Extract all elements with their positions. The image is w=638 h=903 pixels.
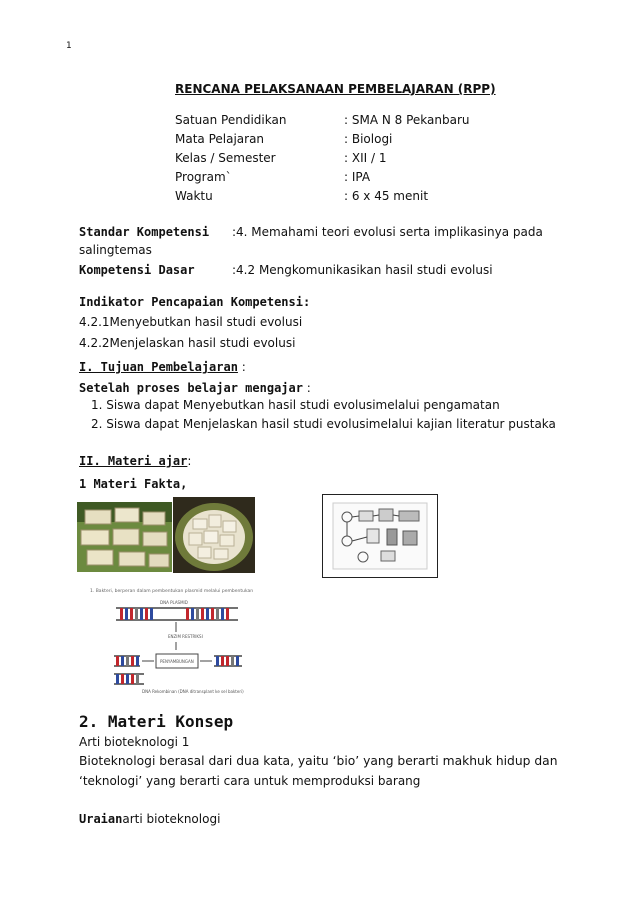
identity-value: : Biologi [344,132,393,146]
identity-value: : IPA [344,170,371,184]
diagram-label-ligation: PENYAMBUNGAN [160,659,194,664]
tempeh-basket-photo [173,497,255,573]
tujuan-item: 1. Siswa dapat Menyebutkan hasil studi evolusimelalui pengamatan [91,398,500,412]
indikator-item: 4.2.2Menjelaskan hasil studi evolusi [79,336,296,350]
kd-value: :4.2 Mengkomunikasikan hasil studi evolusi [232,263,493,277]
identity-label: Satuan Pendidikan [175,113,287,127]
materi-heading-link: ajar [158,454,188,468]
sk-value: :4. Memahami teori evolusi serta implikasinya pada [232,225,543,239]
identity-value: : XII / 1 [344,151,387,165]
konsep-paragraph-line: Bioteknologi berasal dari dua kata, yaitu ‘bio’ yang berarti makhuk hidup dan [79,754,558,768]
tujuan-intro-line [79,377,311,396]
recombinant-dna-diagram [86,584,254,696]
diagram-label-plasmid: DNA PLASMID [160,600,188,605]
tujuan-intro-colon: : [302,381,311,395]
uraian-line [79,808,220,827]
indikator-item: 4.2.1Menyebutkan hasil studi evolusi [79,315,303,329]
materi-heading-line [79,450,191,469]
sk-continuation: salingtemas [79,243,152,257]
konsep-paragraph-line: ‘teknologi’ yang berarti cara untuk memproduksi barang [79,774,421,788]
diagram-label-footer: DNA Rekombinan (DNA ditransplant ke sel bakteri) [142,689,244,694]
tujuan-intro: Setelah proses belajar mengajar [79,381,303,395]
materi-konsep-heading: 2. Materi Konsep [79,712,234,731]
konsep-subheading: Arti bioteknologi 1 [79,735,190,749]
sk-label: Standar Kompetensi [79,225,210,239]
tujuan-heading: I. Tujuan Pembelajaran [79,360,238,374]
diagram-label-enzyme: ENZIM RESTRIKSI [168,634,203,639]
diagram-caption: 1. Bakteri, berperan dalam pembentukan plasmid melalui pembentukan bakteri [90,589,254,594]
uraian-bold: Uraian [79,812,123,826]
materi-heading: II. Materi [79,454,159,468]
identity-label: Kelas / Semester [175,151,276,165]
identity-label: Mata Pelajaran [175,132,265,146]
kd-label: Kompetensi Dasar [79,263,195,277]
document-title: RENCANA PELAKSANAAN PEMBELAJARAN (RPP) [175,82,496,96]
tujuan-colon: : [237,360,246,374]
indikator-heading: Indikator Pencapaian Kompetensi: [79,295,311,309]
identity-label: Waktu [175,189,213,203]
materi-fakta-heading: 1 Materi Fakta, [79,477,188,491]
bioprocess-diagram-image [322,494,438,578]
page-number: 1 [66,41,72,51]
identity-value: : SMA N 8 Pekanbaru [344,113,470,127]
materi-heading-colon: : [187,454,192,468]
tujuan-item: 2. Siswa dapat Menjelaskan hasil studi evolusimelalui kajian literatur pustaka [91,417,556,431]
tujuan-heading-line [79,356,246,375]
tempeh-photo [77,502,172,572]
uraian-rest: arti bioteknologi [122,812,221,826]
identity-value: : 6 x 45 menit [344,189,429,203]
identity-label: Program` [175,170,232,184]
